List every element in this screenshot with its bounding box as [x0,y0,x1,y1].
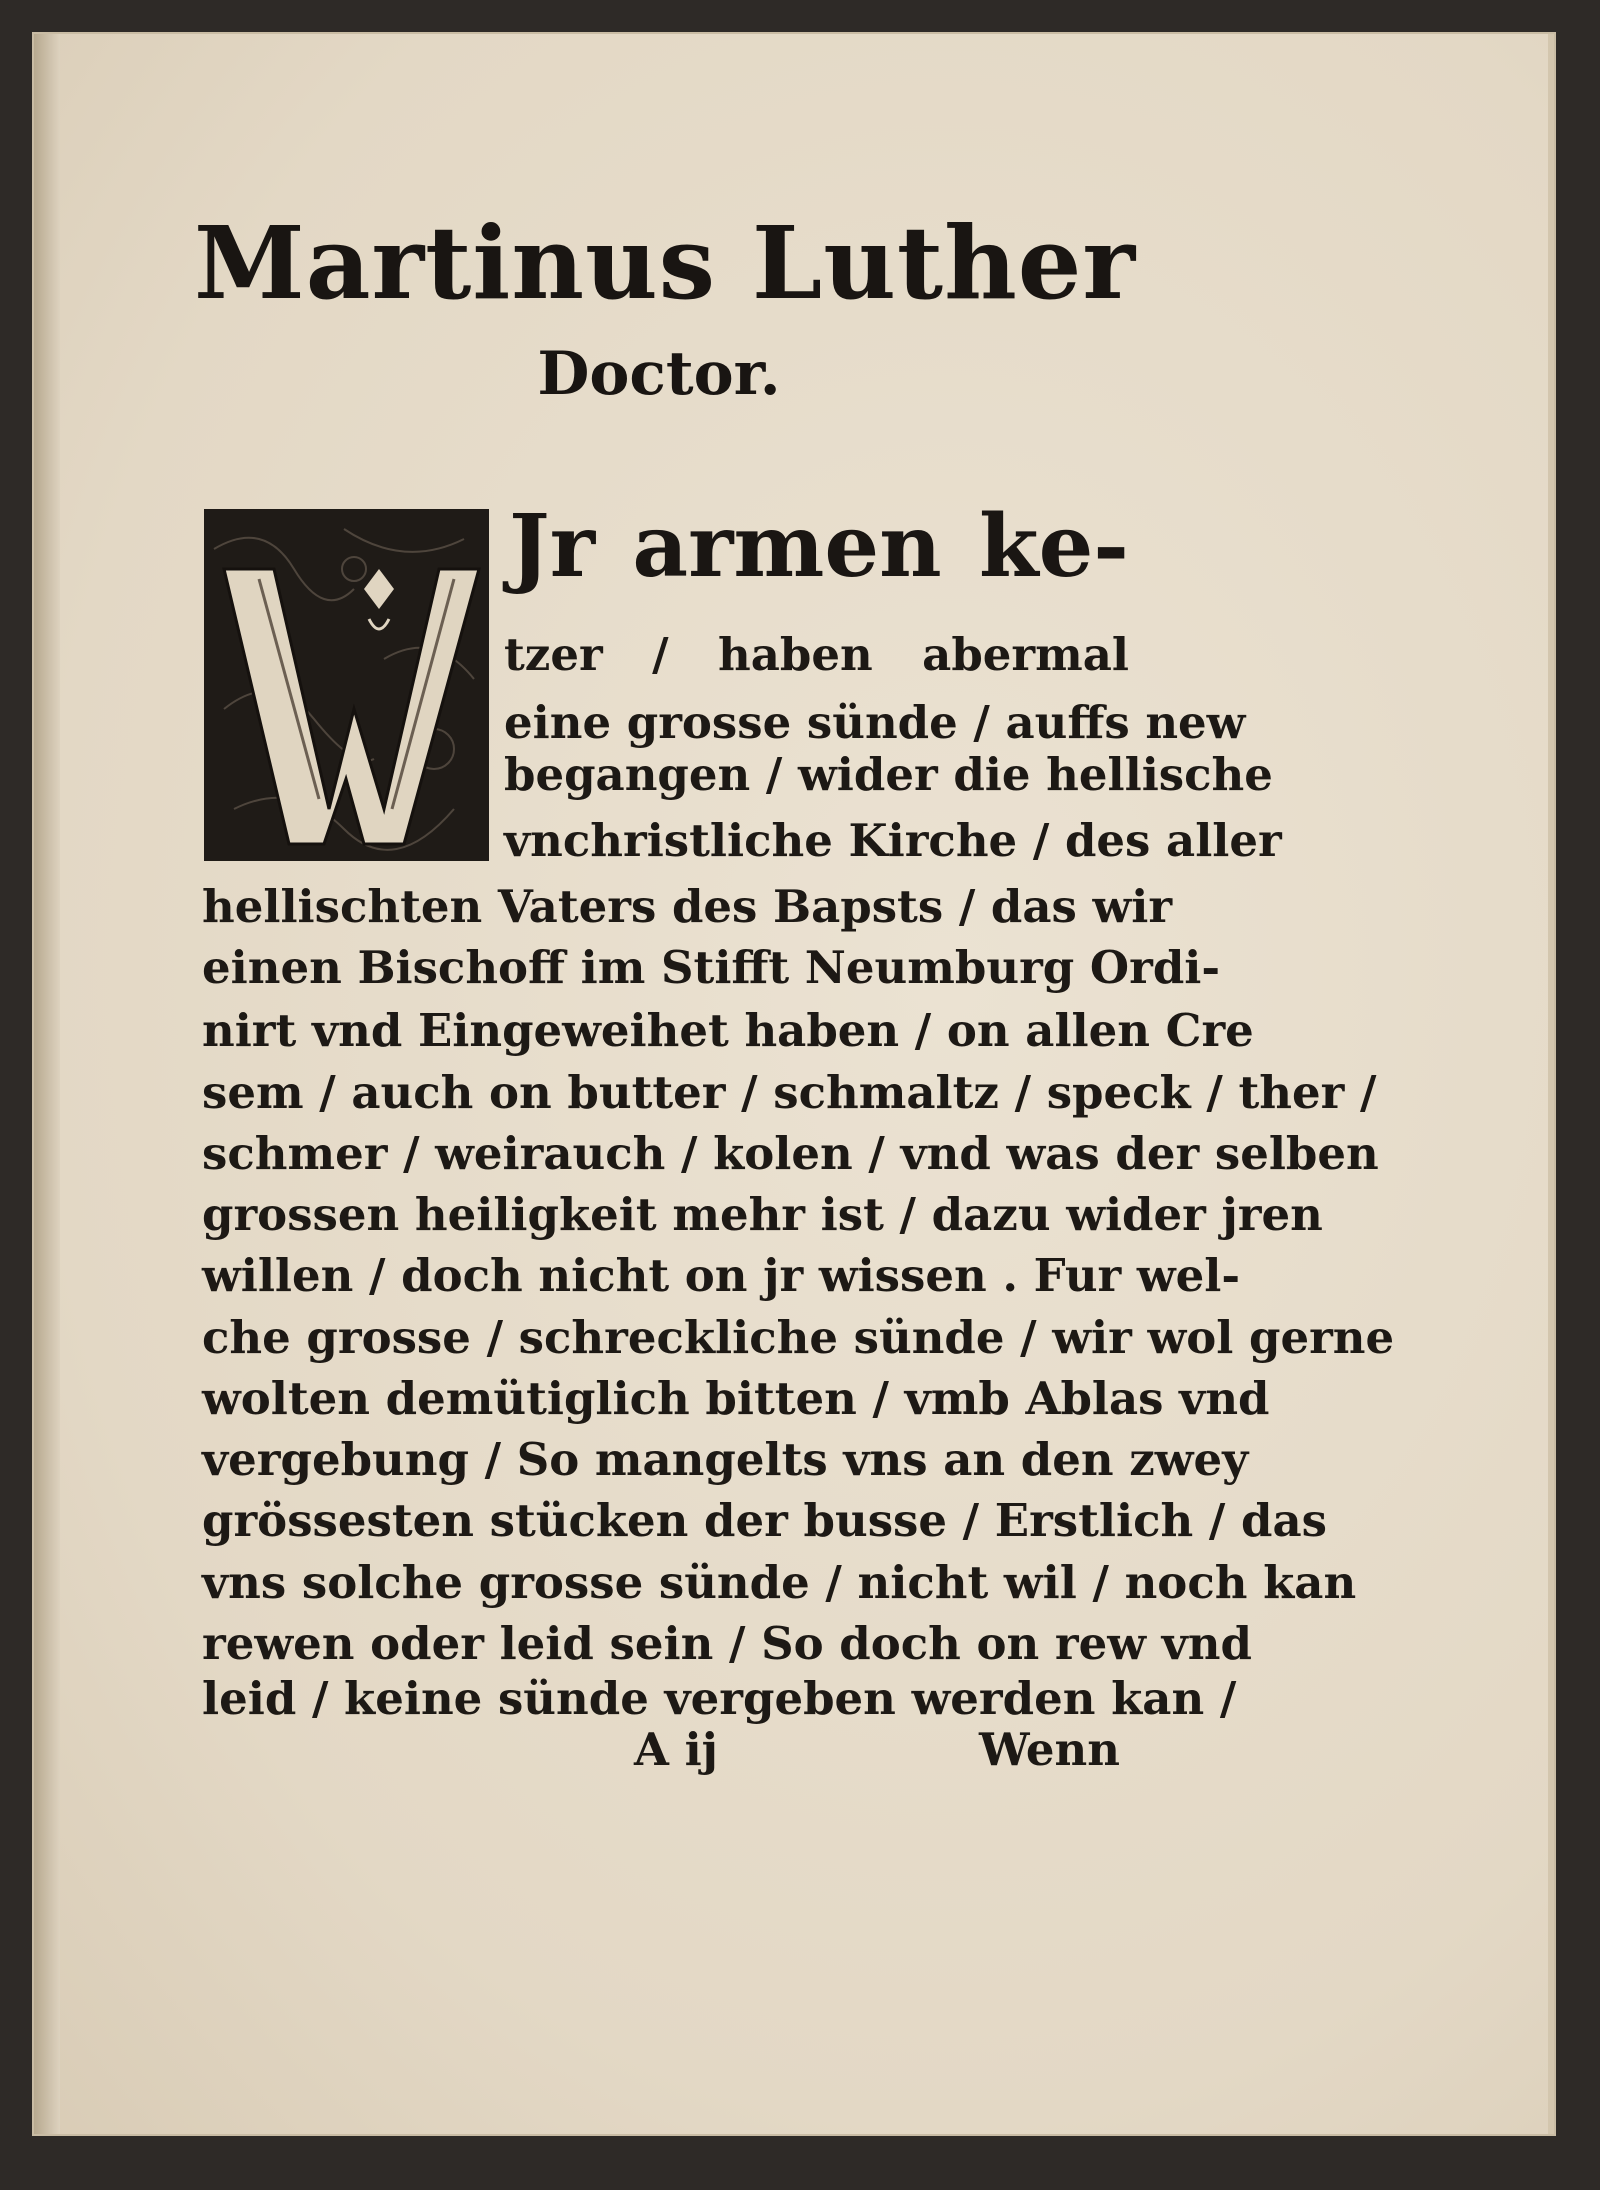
page-edge [1548,34,1554,2134]
book-page [34,34,1554,2134]
decorated-initial-w [204,509,489,861]
catchword: Wenn [979,1723,1120,1776]
text-line: grössesten stücken der busse / Erstlich / das [202,1494,1327,1547]
text-line: vergebung / So mangelts vns an den zwey [202,1433,1249,1486]
text-line: willen / doch nicht on jr wissen . Fur wel- [202,1249,1241,1302]
page-title: Martinus Luther [194,204,1137,322]
text-line: schmer / weirauch / kolen / vnd was der selben [202,1127,1379,1180]
text-line: hellischten Vaters des Bapsts / das wir [202,880,1173,933]
text-line: leid / keine sünde vergeben werden kan / [202,1672,1237,1725]
text-line: begangen / wider die hellische [504,748,1273,801]
text-line: wolten demütiglich bitten / vmb Ablas vnd [202,1372,1270,1425]
text-line: sem / auch on butter / schmaltz / speck / ther / [202,1066,1377,1119]
opening-line: Jr armen ke- [509,496,1129,597]
text-line: nirt vnd Eingeweihet haben / on allen Cre [202,1004,1254,1057]
text-line: eine grosse sünde / auffs new [504,696,1246,749]
text-line: grossen heiligkeit mehr ist / dazu wider jren [202,1188,1323,1241]
text-line: vnchristliche Kirche / des aller [504,814,1282,867]
text-line: einen Bischoff im Stifft Neumburg Ordi- [202,941,1221,994]
signature-mark: A ij [634,1723,718,1776]
text-line: che grosse / schreckliche sünde / wir wol gerne [202,1311,1395,1364]
text-line: rewen oder leid sein / So doch on rew vnd [202,1617,1252,1670]
page-gutter [34,34,60,2134]
woodcut-ornament-icon [204,509,489,861]
page-subtitle: Doctor. [537,339,781,409]
text-line: tzer / haben abermal [504,628,1129,681]
text-line: vns solche grosse sünde / nicht wil / noch kan [202,1556,1357,1609]
